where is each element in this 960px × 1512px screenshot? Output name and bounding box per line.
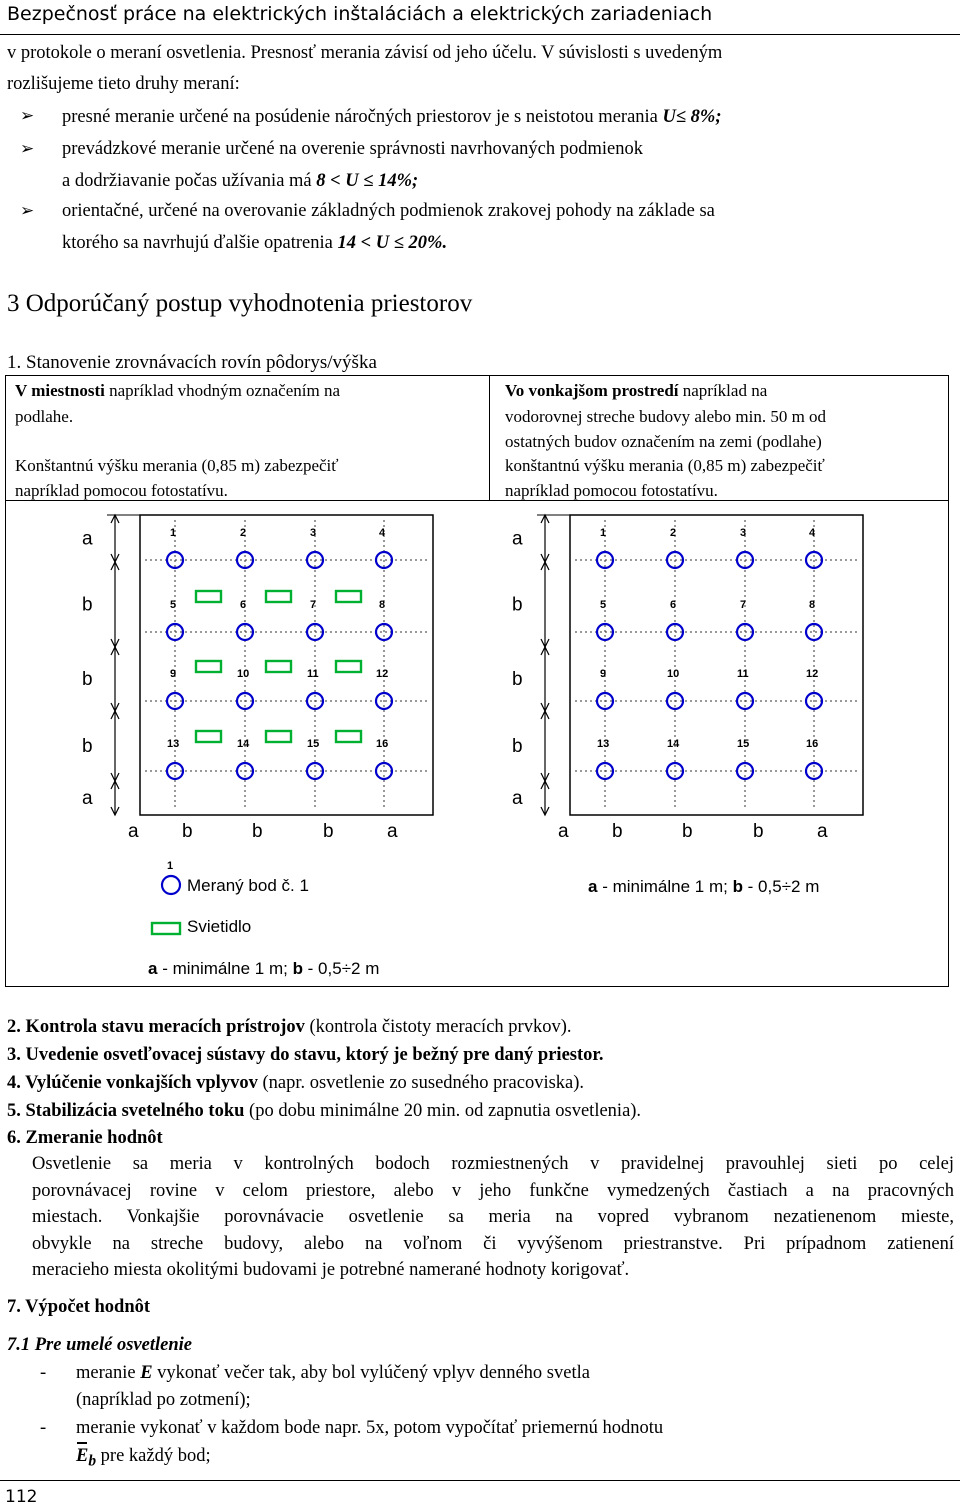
right-cell-line-5: napríklad pomocou fotostatívu. [505,481,718,500]
step-6-paragraph: Osvetlenie sa meria v kontrolných bodoch rozmiestnených v pravidelnej pravouhlej sieti po celej porovnávacej rovine v celom priestore, alebo v jeho funkčne vymedzených častiach a na pracovných miestach. Vonkajšie porovnávacie osvetlenie sa meria na vopred vybranom nezatienenom mieste, obvykle na streche budovy, alebo na voľnom či vyvýšenom priestranstve. Pri prípadnom zatienení meracieho miesta okolitými budovami je potrebné namerané hodnoty korigovať. [32,1154,954,1280]
header-title: Bezpečnosť práce na elektrických inštaláciách a elektrických zariadeniach [7,3,713,25]
section-3-heading: 3 Odporúčaný postup vyhodnotenia priestorov [7,290,473,317]
legend-point-label: Meraný bod č. 1 [187,876,309,895]
dimension-label-vertical: b [512,594,523,616]
dimension-label-horizontal: a [817,821,828,842]
left-cell-line-1: V miestnosti napríklad vhodným označením na [15,381,340,400]
step-6: 6. Zmeranie hodnôt [7,1128,163,1148]
point-number-label: 6 [240,599,247,611]
luminaire-icon [336,731,361,742]
point-number-label: 10 [667,668,680,680]
legend-point-icon [162,876,180,894]
luminaire-icon [336,591,361,602]
right-cell-line-2: vodorovnej streche budovy alebo min. 50 m od [505,407,827,426]
point-number-label: 15 [737,738,750,750]
right-cell-line-4: konštantnú výšku merania (0,85 m) zabezpečiť [505,456,825,475]
point-number-label: 4 [809,527,816,539]
point-number-label: 1 [600,527,607,539]
point-number-label: 11 [737,668,749,680]
step-3: 3. Uvedenie osvetľovacej sústavy do stavu, ktorý je bežný pre daný priestor. [7,1045,604,1065]
point-number-label: 14 [667,738,680,750]
luminaire-icon [336,661,361,672]
right-cell-line-1: Vo vonkajšom prostredí napríklad na [505,381,768,400]
intro-line-1: v protokole o meraní osvetlenia. Presnosť merania závisí od jeho účelu. V súvislosti s uvedeným [7,43,723,63]
point-number-label: 9 [170,668,177,680]
point-number-label: 12 [376,668,389,680]
legend-luminaire-label: Svietidlo [187,917,252,936]
point-number-label: 11 [307,668,319,680]
point-number-label: 12 [806,668,819,680]
legend-dimension-note [148,959,379,978]
note-b-text: - 0,5÷2 m [302,959,380,978]
point-number-label: 13 [597,738,610,750]
luminaire-icon [266,661,291,672]
point-number-label: 14 [237,738,250,750]
list-71-item-2: meranie vykonať v každom bode napr. 5x, potom vypočítať priemernú hodnotu [76,1418,664,1438]
luminaire-icon [266,731,291,742]
dimension-label-vertical: b [82,594,93,616]
bullet-arrow-icon: ➢ [20,106,35,125]
point-number-label: 9 [600,668,607,680]
list-dash: - [40,1363,47,1383]
note-b-symbol: b [292,959,303,978]
dimension-label-horizontal: b [252,821,263,842]
page-header [0,0,960,35]
note-a-text: - minimálne 1 m; [597,877,733,896]
note-a-symbol: a [588,877,598,896]
list-dash: - [40,1418,47,1438]
footer-rule [0,1480,960,1481]
point-number-label: 15 [307,738,320,750]
dimension-label-vertical: a [82,528,93,550]
outdoor-grid-diagram [512,515,863,842]
legend-point-number: 1 [167,860,174,872]
page-number: 112 [5,1487,38,1507]
point-number-label: 4 [379,527,386,539]
legend-luminaire-icon [152,923,180,934]
dimension-label-vertical: b [82,736,93,757]
outdoor-dimension-note [588,877,819,896]
dimension-label-horizontal: b [612,821,623,842]
indoor-grid-diagram [82,515,433,842]
point-number-label: 6 [670,599,677,611]
luminaire-icon [196,661,221,672]
point-number-label: 8 [809,599,816,611]
dimension-label-vertical: a [512,788,523,809]
dimension-label-horizontal: b [682,821,693,842]
dimension-label-vertical: b [512,669,523,690]
step-2: 2. Kontrola stavu meracích prístrojov (kontrola čistoty meracích prvkov). [7,1017,572,1037]
list-71-item-2-cont: $E_b$ pre každý bod; [76,1441,211,1477]
step-1-title: 1. Stanovenie zrovnávacích rovín pôdorys/výška [7,352,377,373]
diagram-legend [148,860,819,978]
point-number-label: 16 [806,738,819,750]
dimension-label-horizontal: a [387,821,398,842]
dimension-label-horizontal: b [323,821,334,842]
point-number-label: 2 [670,527,677,539]
dimension-label-horizontal: a [128,821,139,842]
step-4: 4. Vylúčenie vonkajších vplyvov (napr. osvetlenie zo susedného pracoviska). [7,1073,585,1093]
measurement-grid-diagrams [0,505,960,985]
note-b-symbol: b [732,877,743,896]
point-number-label: 16 [376,738,389,750]
point-number-label: 5 [600,599,607,611]
list-item-orientation-cont: ktorého sa navrhujú ďalšie opatrenia 14 < U ≤ 20%. [62,233,448,253]
point-number-label: 10 [237,668,250,680]
point-number-label: 5 [170,599,177,611]
luminaire-icon [196,731,221,742]
note-a-symbol: a [148,959,158,978]
note-b-text: - 0,5÷2 m [742,877,820,896]
luminaire-icon [266,591,291,602]
bullet-arrow-icon: ➢ [20,201,35,220]
list-item-orientation: orientačné, určené na overovanie základných podmienok zrakovej pohody na základe sa [62,201,715,221]
left-cell-line-2: podlahe. [15,407,74,426]
point-number-label: 7 [740,599,747,611]
left-cell-line-3: Konštantnú výšku merania (0,85 m) zabezpečiť [15,456,339,475]
list-item-precise: presné meranie určené na posúdenie náročných priestorov je s neistotou merania U≤ 8%; [62,107,722,127]
dimension-label-vertical: b [512,736,523,757]
intro-line-2: rozlišujeme tieto druhy meraní: [7,74,240,94]
bullet-arrow-icon: ➢ [20,139,35,158]
point-number-label: 3 [740,527,747,539]
list-71-item-1: meranie E vykonať večer tak, aby bol vylúčený vplyv denného svetla [76,1363,590,1383]
luminaire-icon [196,591,221,602]
note-a-text: - minimálne 1 m; [157,959,293,978]
mean-e-symbol: E [76,1441,88,1471]
point-number-label: 3 [310,527,317,539]
step-7-1-title: 7.1 Pre umelé osvetlenie [7,1335,192,1355]
dimension-label-horizontal: a [558,821,569,842]
point-number-label: 13 [167,738,180,750]
point-number-label: 1 [170,527,177,539]
point-number-label: 7 [310,599,317,611]
step-7-title: 7. Výpočet hodnôt [7,1297,151,1317]
step-5: 5. Stabilizácia svetelného toku (po dobu minimálne 20 min. od zapnutia osvetlenia). [7,1101,642,1121]
dimension-label-vertical: a [512,528,523,550]
dimension-label-horizontal: b [182,821,193,842]
list-71-item-1-cont: (napríklad po zotmení); [76,1390,251,1410]
dimension-label-horizontal: b [753,821,764,842]
dimension-label-vertical: a [82,788,93,809]
list-item-operational: prevádzkové meranie určené na overenie správnosti navrhovaných podmienok [62,139,643,159]
point-number-label: 8 [379,599,386,611]
dimension-label-vertical: b [82,669,93,690]
right-cell-line-3: ostatných budov označením na zemi (podlahe) [505,432,822,451]
list-item-operational-cont: a dodržiavanie počas užívania má 8 < U ≤ 14%; [62,171,419,191]
point-number-label: 2 [240,527,247,539]
left-cell-line-4: napríklad pomocou fotostatívu. [15,481,228,500]
